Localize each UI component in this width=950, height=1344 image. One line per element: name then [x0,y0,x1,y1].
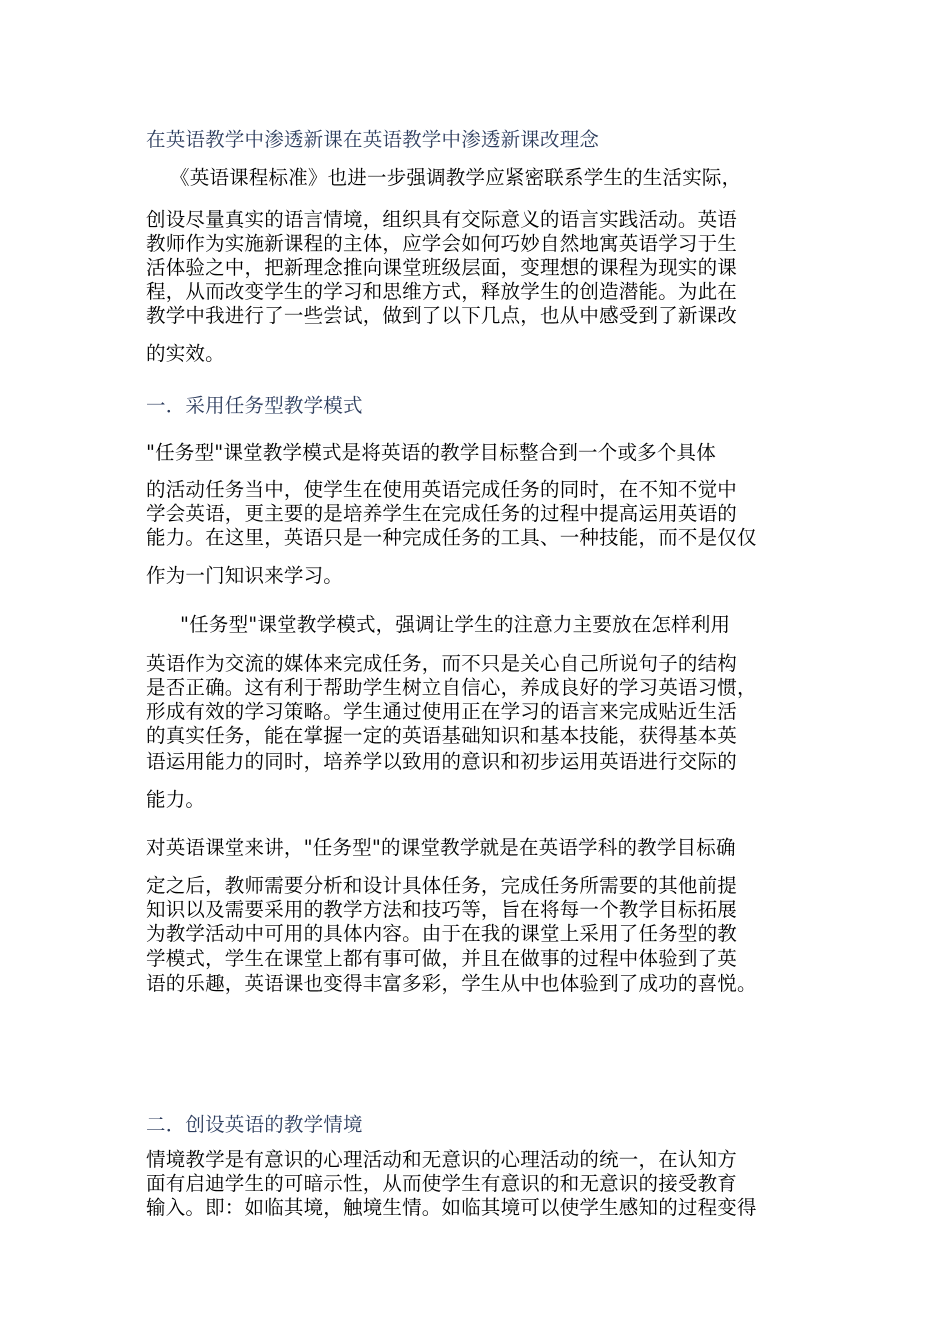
intro-line-7: 的实效。 [146,342,225,365]
intro-line-3: 教师作为实施新课程的主体，应学会如何巧妙自然地寓英语学习于生 [146,232,738,255]
s2-p1-line-1: 情境教学是有意识的心理活动和无意识的心理活动的统一，在认知方 [146,1148,738,1171]
s1-p2-line-7: 能力。 [146,788,206,811]
intro-line-5: 程，从而改变学生的学习和思维方式，释放学生的创造潜能。为此在 [146,280,738,303]
s2-p1-line-2: 面有启迪学生的可暗示性，从而使学生有意识的和无意识的接受教育 [146,1172,738,1195]
s1-p2-line-5: 的真实任务，能在掌握一定的英语基础知识和基本技能，获得基本英 [146,724,738,747]
intro-line-2: 创设尽量真实的语言情境，组织具有交际意义的语言实践活动。英语 [146,208,738,231]
s1-p1-line-3: 学会英语，更主要的是培养学生在完成任务的过程中提高运用英语的 [146,502,738,525]
section-2-heading: 二．创设英语的教学情境 [146,1113,363,1136]
document-title: 在英语教学中渗透新课在英语教学中渗透新课改理念 [146,128,600,151]
s1-p1-line-5: 作为一门知识来学习。 [146,564,344,587]
s1-p2-line-1: "任务型"课堂教学模式，强调让学生的注意力主要放在怎样利用 [180,613,731,636]
s1-p3-line-3: 知识以及需要采用的教学方法和技巧等，旨在将每一个教学目标拓展 [146,898,738,921]
s1-p1-line-2: 的活动任务当中，使学生在使用英语完成任务的同时，在不知不觉中 [146,478,738,501]
s1-p3-line-2: 定之后，教师需要分析和设计具体任务，完成任务所需要的其他前提 [146,874,738,897]
s1-p2-line-6: 语运用能力的同时，培养学以致用的意识和初步运用英语进行交际的 [146,750,738,773]
s1-p1-line-4: 能力。在这里，英语只是一种完成任务的工具、一种技能，而不是仅仅 [146,526,757,549]
intro-line-1: 《英语课程标准》也进一步强调教学应紧密联系学生的生活实际， [170,166,742,189]
s1-p3-line-4: 为教学活动中可用的具体内容。由于在我的课堂上采用了任务型的教 [146,922,738,945]
intro-line-4: 活体验之中，把新理念推向课堂班级层面，变理想的课程为现实的课 [146,256,738,279]
section-1-heading: 一．采用任务型教学模式 [146,394,363,417]
s1-p2-line-4: 形成有效的学习策略。学生通过使用正在学习的语言来完成贴近生活 [146,700,738,723]
s1-p3-line-1: 对英语课堂来讲，"任务型"的课堂教学就是在英语学科的教学目标确 [146,836,736,859]
s1-p3-line-5: 学模式，学生在课堂上都有事可做，并且在做事的过程中体验到了英 [146,947,738,970]
s1-p3-line-6: 语的乐趣，英语课也变得丰富多彩，学生从中也体验到了成功的喜悦。 [146,972,757,995]
s2-p1-line-3: 输入。即：如临其境，触境生情。如临其境可以使学生感知的过程变得 [146,1196,757,1219]
s1-p2-line-3: 是否正确。这有利于帮助学生树立自信心，养成良好的学习英语习惯， [146,676,757,699]
s1-p2-line-2: 英语作为交流的媒体来完成任务，而不只是关心自己所说句子的结构 [146,652,738,675]
intro-line-6: 教学中我进行了一些尝试，做到了以下几点，也从中感受到了新课改 [146,304,738,327]
s1-p1-line-1: "任务型"课堂教学模式是将英语的教学目标整合到一个或多个具体 [146,441,716,464]
